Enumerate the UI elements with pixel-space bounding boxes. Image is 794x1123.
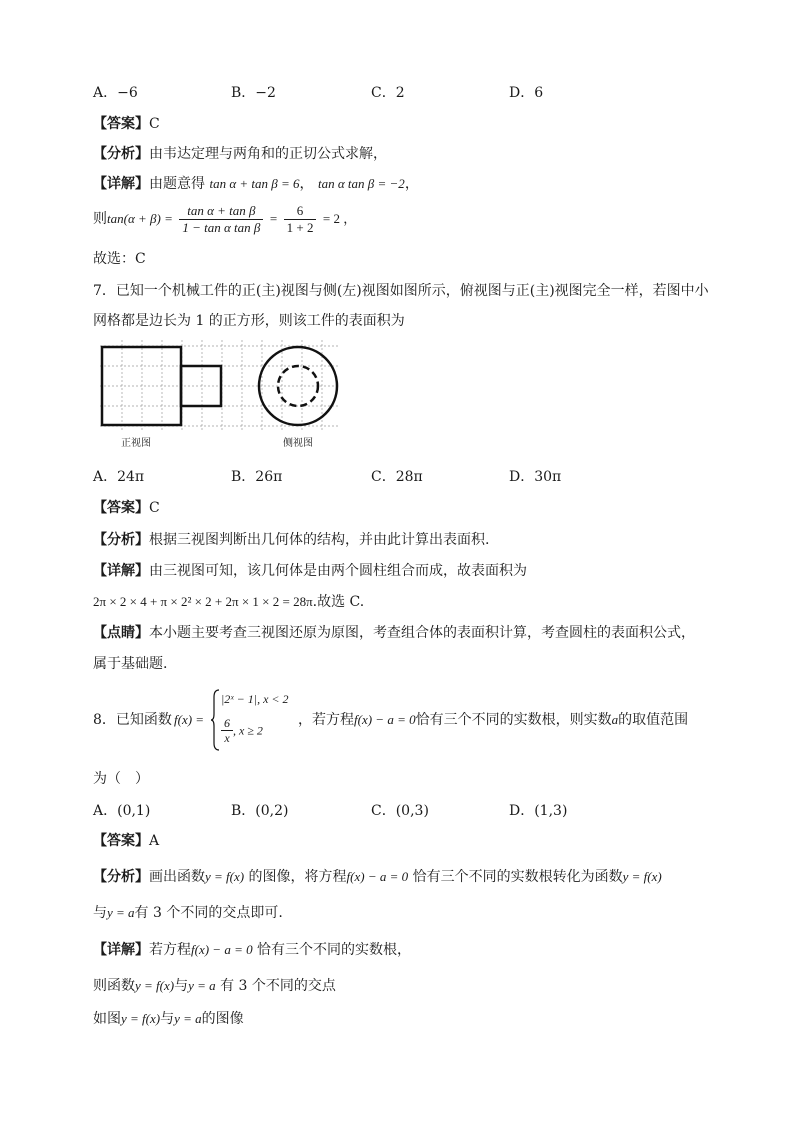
q7-detail bbox=[93, 561, 527, 581]
comment-tag: 【点睛】 bbox=[93, 625, 149, 641]
q6-derivation bbox=[93, 202, 356, 236]
detail-equation: f(x) − a = 0 bbox=[191, 942, 253, 957]
q6-option-c: C．2 bbox=[371, 85, 405, 101]
case-2-numerator: 6 bbox=[221, 716, 233, 731]
q7-stem-line2: 网格都是边长为 1 的正方形，则该工件的表面积为 bbox=[93, 313, 405, 329]
q7-answer bbox=[93, 498, 160, 518]
analysis-b: 的图像，将方程 bbox=[248, 869, 347, 885]
detail-tag: 【详解】 bbox=[93, 942, 149, 958]
then-a: 则函数 bbox=[93, 978, 135, 994]
then-mid: = bbox=[269, 211, 278, 226]
detail-tag: 【详解】 bbox=[93, 563, 149, 579]
q8-stem-prefix: 8．已知函数 bbox=[93, 712, 172, 728]
detail-tag: 【详解】 bbox=[93, 176, 149, 192]
q7-option-b: B．26π bbox=[231, 469, 283, 485]
q6-option-a: A．−6 bbox=[93, 85, 138, 101]
answer-value: A bbox=[149, 833, 160, 849]
detail-sep: ， bbox=[299, 176, 314, 192]
q8-stem-tail: 恰有三个不同的实数根，则实数 bbox=[415, 712, 612, 728]
answer-tag: 【答案】 bbox=[93, 500, 149, 516]
q8-analysis-line2 bbox=[93, 903, 283, 923]
detail-b: 恰有三个不同的实数根， bbox=[257, 942, 412, 958]
q8-stem-tail2: 的取值范围 bbox=[618, 712, 689, 728]
detail-lead: 由题意得 bbox=[149, 176, 205, 192]
then-rhs: = 2 ， bbox=[322, 211, 357, 226]
then-c: 有 3 个不同的交点 bbox=[220, 978, 336, 994]
fraction-numerator-2: 6 bbox=[284, 203, 317, 220]
detail-eq1: tan α + tan β = 6 bbox=[209, 176, 300, 191]
q8-answer bbox=[93, 831, 159, 851]
q8-stem-line2: 为（ ） bbox=[93, 771, 149, 787]
case-2-fraction bbox=[221, 716, 233, 745]
q7-options bbox=[93, 466, 713, 486]
detail-end: ， bbox=[404, 176, 419, 192]
analysis-func: y = f(x) bbox=[205, 869, 245, 884]
q8-stem-rest bbox=[298, 710, 688, 730]
q7-stem-line1: 7．已知一个机械工件的正(主)视图与侧(左)视图如图所示，俯视图与正(主)视图完全一样，若图中小 bbox=[93, 283, 709, 299]
q8-detail bbox=[93, 940, 411, 960]
analysis-y-equals-a: y = a bbox=[107, 905, 135, 920]
analysis-line2-b: 有 3 个不同的交点即可. bbox=[134, 905, 283, 921]
q7-comment bbox=[93, 623, 695, 643]
q7-formula-line bbox=[93, 592, 364, 612]
then-lhs: tan(α + β) = bbox=[107, 211, 173, 226]
q8-stem-mid: ，若方程 bbox=[298, 712, 354, 728]
analysis-tag: 【分析】 bbox=[93, 869, 149, 885]
answer-value: C bbox=[149, 500, 160, 516]
q6-option-b: B．−2 bbox=[231, 85, 276, 101]
then-y-equals-a: y = a bbox=[188, 978, 216, 993]
analysis-equation: f(x) − a = 0 bbox=[346, 869, 409, 884]
then-b: 与 bbox=[174, 978, 189, 994]
then-prefix: 则 bbox=[93, 211, 107, 227]
q8-then bbox=[93, 976, 336, 996]
q8-option-c: C．(0,3) bbox=[371, 803, 429, 819]
fraction-denominator-2: 1 + 2 bbox=[286, 219, 314, 235]
case-2-condition: , x ≥ 2 bbox=[233, 723, 263, 738]
analysis-text: 根据三视图判断出几何体的结构，并由此计算出表面积. bbox=[149, 532, 490, 548]
fig-c: 的图像 bbox=[201, 1011, 244, 1027]
q6-answer bbox=[93, 114, 160, 134]
fig-func: y = f(x) bbox=[121, 1011, 161, 1026]
q7-comment-line2: 属于基础题. bbox=[93, 656, 168, 672]
formula-end: .故选 C. bbox=[312, 594, 365, 610]
piecewise-case-2 bbox=[221, 716, 263, 745]
fraction-numerator: tan α + tan β bbox=[179, 203, 263, 220]
q8-options bbox=[93, 800, 713, 820]
q7-analysis bbox=[93, 530, 489, 550]
answer-tag: 【答案】 bbox=[93, 116, 149, 132]
q6-option-d: D．6 bbox=[509, 85, 544, 101]
q6-detail bbox=[93, 174, 419, 194]
analysis-c: 恰有三个不同的实数根转化为函数 bbox=[412, 869, 623, 885]
detail-text: 由三视图可知，该几何体是由两个圆柱组合而成，故表面积为 bbox=[149, 563, 527, 579]
q8-stem bbox=[93, 710, 172, 730]
analysis-line2-a: 与 bbox=[93, 905, 107, 921]
front-view-caption: 正视图 bbox=[121, 438, 151, 449]
q8-analysis bbox=[93, 867, 662, 887]
q8-option-d: D．(1,3) bbox=[509, 803, 568, 819]
then-func: y = f(x) bbox=[135, 978, 175, 993]
piecewise-brace bbox=[211, 689, 221, 751]
case-1-expression: |2ˣ − 1|, x < 2 bbox=[221, 692, 289, 706]
piecewise-case-1 bbox=[221, 691, 289, 707]
q8-var-a: a bbox=[611, 712, 619, 727]
q8-option-b: B．(0,2) bbox=[231, 803, 289, 819]
answer-tag: 【答案】 bbox=[93, 833, 149, 849]
fig-b: 与 bbox=[160, 1011, 175, 1027]
q7-option-c: C．28π bbox=[371, 469, 423, 485]
comment-text: 本小题主要考查三视图还原为原图，考查组合体的表面积计算，考查圆柱的表面积公式， bbox=[149, 625, 695, 641]
side-view-caption: 侧视图 bbox=[283, 438, 313, 449]
fraction-numeric bbox=[284, 203, 317, 236]
fraction-denominator: 1 − tan α tan β bbox=[182, 219, 261, 235]
detail-a: 若方程 bbox=[149, 942, 191, 958]
fig-y-equals-a: y = a bbox=[174, 1011, 202, 1026]
q7-option-a: A．24π bbox=[93, 469, 145, 485]
analysis-a: 画出函数 bbox=[149, 869, 205, 885]
analysis-text: 由韦达定理与两角和的正切公式求解， bbox=[149, 146, 387, 162]
fraction-tan-sum bbox=[179, 203, 263, 236]
fig-a: 如图 bbox=[93, 1011, 121, 1027]
q8-func-name: f(x) = bbox=[174, 712, 205, 727]
answer-value: C bbox=[149, 116, 160, 132]
detail-eq2: tan α tan β = −2 bbox=[317, 176, 405, 191]
q6-choose: 故选：C bbox=[93, 251, 146, 267]
analysis-tag: 【分析】 bbox=[93, 532, 149, 548]
q8-equation: f(x) − a = 0 bbox=[354, 712, 416, 727]
analysis-tag: 【分析】 bbox=[93, 146, 149, 162]
q7-option-d: D．30π bbox=[509, 469, 562, 485]
analysis-func-2: y = f(x) bbox=[622, 869, 662, 884]
q8-option-a: A．(0,1) bbox=[93, 803, 151, 819]
q8-figure-line bbox=[93, 1009, 244, 1029]
case-2-denominator: x bbox=[224, 731, 230, 745]
q6-analysis bbox=[93, 144, 387, 164]
surface-area-formula: 2π × 2 × 4 + π × 2² × 2 + 2π × 1 × 2 = 28π bbox=[93, 594, 313, 609]
q6-options bbox=[93, 82, 713, 102]
